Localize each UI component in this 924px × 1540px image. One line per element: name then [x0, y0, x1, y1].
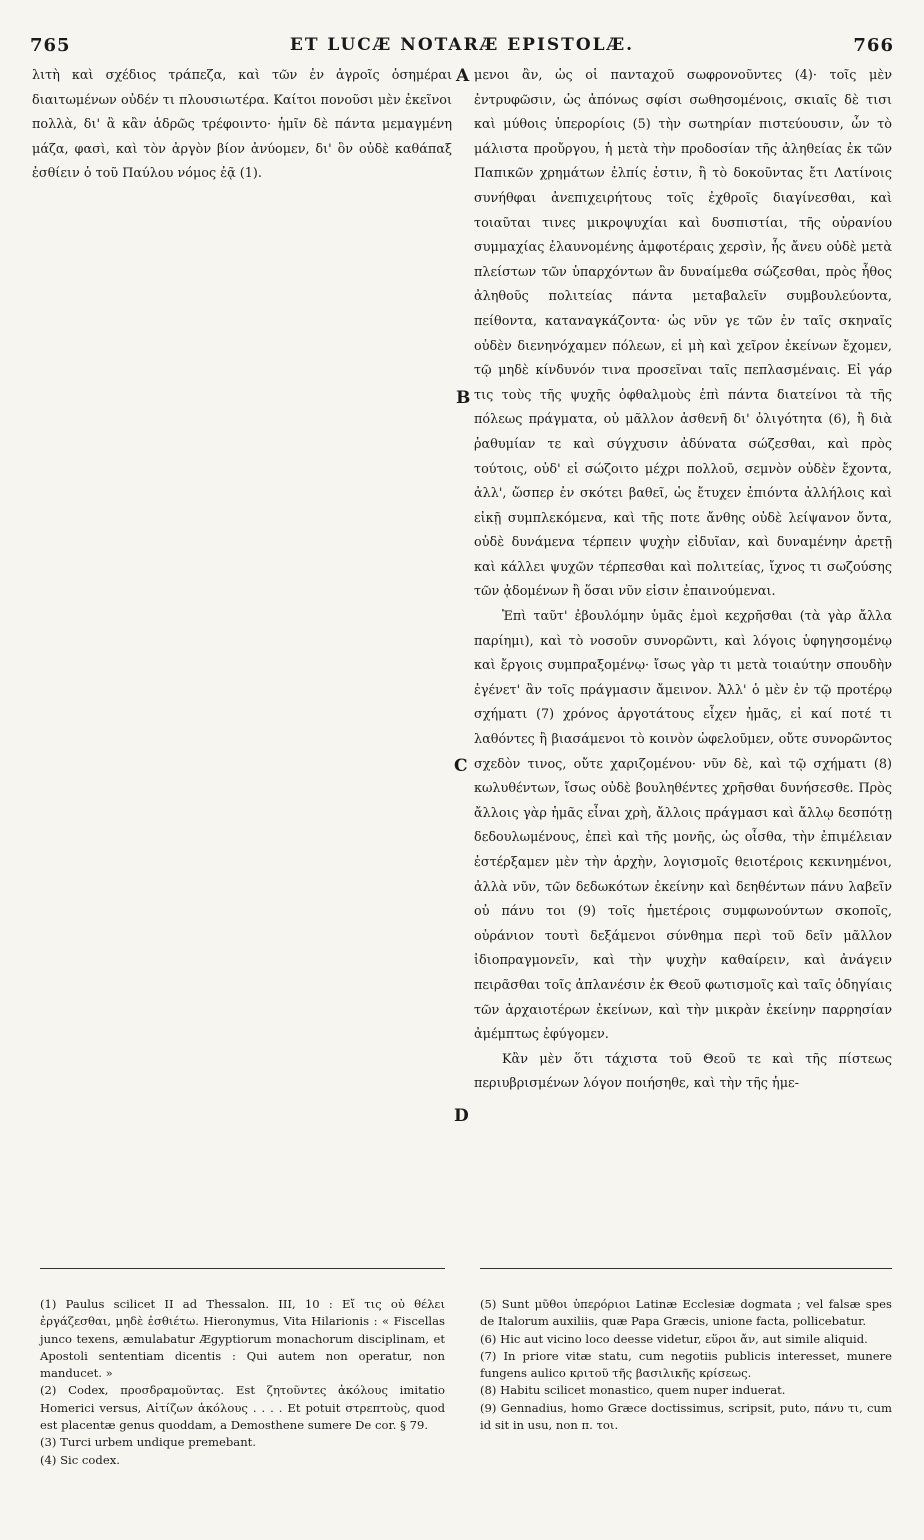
footnote-3: (3) Turci urbem undique premebant. [40, 1435, 257, 1450]
footnotes-left [40, 1296, 445, 1469]
footnote-9: (9) Gennadius, homo Græce doctissimus, scripsit, puto, πάνυ τι, cum id sit in usu, non π. τοι. [480, 1400, 892, 1433]
right-paragraph-1: μενοι ἂν, ὡς οἱ πανταχοῦ σωφρονοῦντες (4)· τοῖς μὲν ἐντρυφῶσιν, ὡς ἀπόνως σφίσι σωθησομένοις, σκιαῖς δὲ τισι καὶ μύθοις ὑπερορίοις (5) τὴν σωτηρίαν πιστεύουσιν, ὧν τὸ μάλιστα προὔργου, ἡ μετὰ τὴν προδοσίαν τῆς ἀληθείας ἐκ τῶν Παπικῶν χρημάτων ἐλπίς ἐστιν, ἢ τὸ δοκοῦντας ἔτι Λατίνοις συνήθφαι ἀνεπιχειρήτους τοῖς ἐχθροῖς διαγίνεσθαι, καὶ τοιαῦται τινες μικροψυχίαι καὶ δυσπιστίαι, τῆς οὐρανίου συμμαχίας ἐλαυνομένης ἀμφοτέραις χερσὶν, ἧς ἄνευ οὐδὲ μετὰ πλείστων τῶν ὑπαρχόντων ἂν δυναίμεθα σώζεσθαι, πρὸς ἦθος ἀληθοῦς πολιτείας πάντα μεταβαλεῖν συμβουλεύοντα, πείθοντα, καταναγκάζοντα· ὡς νῦν γε τῶν ἐν ταῖς σκηναῖς οὐδὲν διενηνόχαμεν πόλεων, εἰ μὴ καὶ χεῖρον ἐκείνων ἔχομεν, τῷ μηδὲ κίνδυνόν τινα προσεῖναι ταῖς πεπλασμέναις. Εἰ γάρ τις τοὺς τῆς ψυχῆς ὀφθαλμοὺς ἐπὶ πάντα διατείνοι τὰ τῆς πόλεως πράγματα, οὐ μᾶλλον ἀσθενῆ δι' ὀλιγότητα (6), ἢ διὰ ῥαθυμίαν τε καὶ σύγχυσιν ἀδύνατα σώζεσθαι, καὶ πρὸς τούτοις, οὐδ' εἰ σώζοιτο μέχρι πολλοῦ, σεμνὸν οὐδὲν ἔχοντα, ἀλλ', ὥσπερ ἐν σκότει βαθεῖ, ὡς ἔτυχεν ἐπιόντα ἀλλήλοις καὶ εἰκῇ συμπλεκόμενα, καὶ τῆς ποτε ἄνθης οὐδὲ λείψανον ὄντα, οὐδὲ δυνάμενα τέρπειν ψυχὴν εἰδυῖαν, καὶ δυναμένην ἀρετῇ καὶ κάλλει ψυχῶν τέρπεσθαι καὶ πολιτείας, ἴχνος τι σωζούσης τῶν ᾀδομένων ἢ ὅσαι νῦν εἰσιν ἐπαινούμεναι. [474, 68, 892, 600]
right-paragraph-2: Ἐπὶ ταῦτ' ἐβουλόμην ὑμᾶς ἐμοὶ κεχρῆσθαι (τὰ γὰρ ἄλλα παρίημι), καὶ τὸ νοσοῦν συνορῶντι, καὶ λόγοις ὑφηγησομένῳ καὶ ἔργοις συμπραξομένῳ· ἴσως γὰρ τι μετὰ τοιαύτην σπουδὴν ἐγένετ' ἂν τοῖς πράγμασιν ἄμεινον. Ἀλλ' ὁ μὲν ἐν τῷ προτέρῳ σχήματι (7) χρόνος ἀργοτάτους εἶχεν ἡμᾶς, εἰ καί ποτέ τι λαθόντες ἢ βιασάμενοι τὸ κοινὸν ὠφελοῦμεν, οὔτε συνορῶντος σχεδὸν τινος, οὔτε χαριζομένου· νῦν δὲ, καὶ τῷ σχήματι (8) κωλυθέντων, ἴσως οὐδὲ βουληθέντες χρῆσθαι δυνήσεσθε. Πρὸς ἄλλοις γὰρ ἡμᾶς εἶναι χρὴ, ἄλλοις πράγμασι καὶ ἄλλῳ δεσπότῃ δεδουλωμένους, ἐπεὶ καὶ τῆς μονῆς, ὡς οἶσθα, τὴν ἐπιμέλειαν ἐστέρξαμεν μὲν τὴν ἀρχὴν, λογισμοῖς θειοτέροις κεκινημένοι, ἀλλὰ νῦν, τῶν δεδωκότων ἐκείνην καὶ δεηθέντων πάνυ λαβεῖν οὐ πάνυ τοι (9) τοῖς ἡμετέροις συμφωνούντων σκοποῖς, οὐράνιον τουτὶ δεξάμενοι σύνθημα περὶ τοῦ δεῖν μᾶλλον ἰδιοπραγμονεῖν, καὶ τὴν ψυχὴν καθαίρειν, καὶ ἀνάγειν πειρᾶσθαι τοῖς ἀπλανέσιν ἐκ Θεοῦ φωτισμοῖς καὶ ταῖς ὁδηγίαις τῶν ἀρχαιοτέρων ἐκείνων, καὶ τὴν μικρὰν ἐκείνην παρρησίαν ἀμέμπτως ἐφύγομεν. [474, 609, 892, 1043]
footnote-7: (7) In priore vitæ statu, cum negotiis publicis interesset, munere fungens aulico κριτοῦ τῆς βασιλικῆς κρίσεως. [480, 1348, 892, 1381]
footnote-divider-right [480, 1268, 892, 1269]
footnote-1: (1) Paulus scilicet II ad Thessalon. III, 10 : Εἴ τις οὐ θέλει ἐργάζεσθαι, μηδὲ ἐσθιέτω. Hieronymus, Vita Hilarionis : « Fiscellas junco texens, æmulabatur Ægyptiorum monachorum disciplinam, et Apostoli sententiam dicentis : Qui autem non operatur, non manducet. » [40, 1297, 445, 1381]
section-marker-b: B [456, 388, 471, 408]
right-paragraph-3: Κἂν μὲν ὅτι τάχιστα τοῦ Θεοῦ τε καὶ τῆς πίστεως περιυβρισμένων λόγον ποιήσηθε, καὶ τὴν τῆς ἡμε- [474, 1051, 892, 1092]
page-number-left: 765 [30, 34, 71, 56]
left-paragraph-1: λιτὴ καὶ σχέδιος τράπεζα, καὶ τῶν ἐν ἀγροῖς ὁσημέραι διαιτωμένων οὐδέν τι πλουσιωτέρα. Καίτοι πονοῦσι μὲν ἐκεῖνοι πολλὰ, δι' ἃ κἂν ἁδρῶς τρέφοιντο· ἡμῖν δὲ πάντα μεμαγμένη μάζα, φασὶ, καὶ τὸν ἀργὸν βίον ἀνύομεν, δι' ὃν οὐδὲ καθάπαξ ἐσθίειν ὁ τοῦ Παύλου νόμος ἐᾷ (1). [32, 68, 452, 182]
footnote-2: (2) Codex, προσδραμοῦντας. Est ζητοῦντες ἀκόλους imitatio Homerici versus, Αἰτίζων ἀκόλους . . . . Et potuit στρεπτοὺς, quod est placentæ genus quoddam, a Demosthene sumere De cor. § 79. [40, 1383, 445, 1433]
footnotes-right [480, 1296, 892, 1434]
running-header [30, 30, 894, 60]
running-title: ET LUCÆ NOTARÆ EPISTOLÆ. [289, 35, 635, 55]
footnote-6: (6) Hic aut vicino loco deesse videtur, εὕροι ἄν, aut simile aliquid. [480, 1331, 868, 1346]
section-marker-d: D [454, 1106, 469, 1126]
footnote-divider-left [40, 1268, 445, 1269]
footnote-5: (5) Sunt μῦθοι ὑπερόριοι Latinæ Ecclesiæ dogmata ; vel falsæ spes de Italorum auxiliis, quæ Papa Græcis, unione facta, pollicebatur. [480, 1297, 892, 1329]
right-column [474, 64, 892, 1097]
footnote-8: (8) Habitu scilicet monastico, quem nuper induerat. [480, 1383, 786, 1398]
left-column [32, 64, 452, 187]
page-number-right: 766 [853, 34, 894, 56]
footnote-4: (4) Sic codex. [40, 1452, 120, 1467]
section-marker-c: C [454, 756, 468, 776]
section-marker-a: A [456, 66, 470, 86]
